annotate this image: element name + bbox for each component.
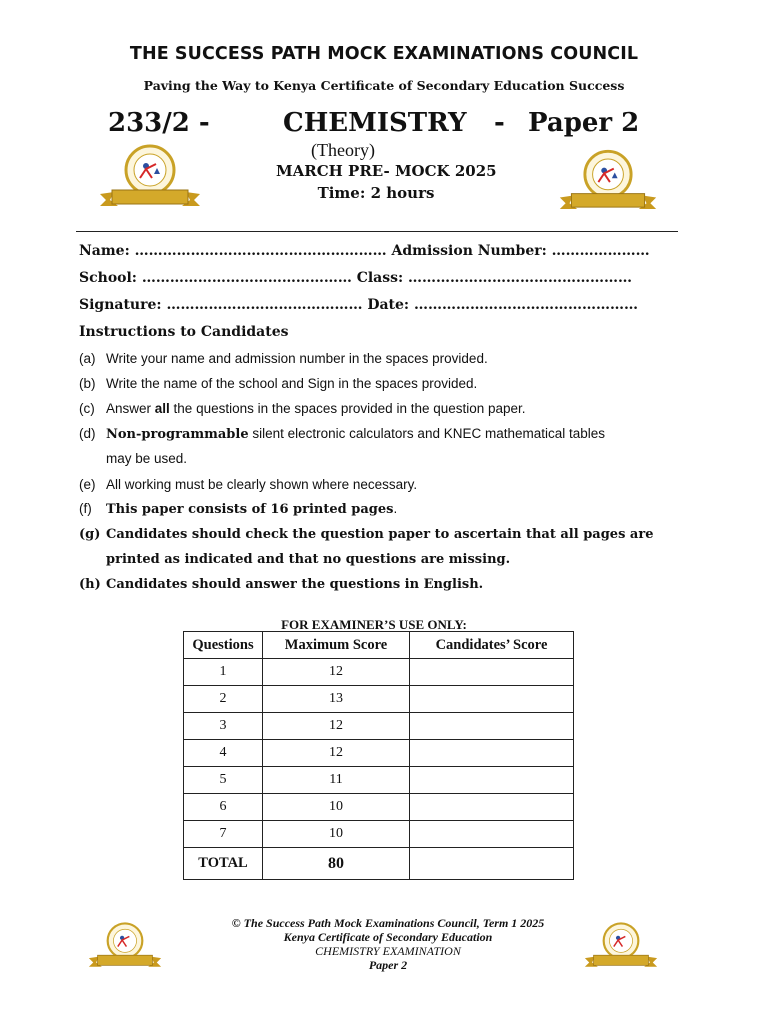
- table-row: [184, 821, 574, 848]
- examiner-title: FOR EXAMINER’S USE ONLY:: [281, 617, 467, 632]
- table-row: [184, 767, 574, 794]
- candidate-score-cell[interactable]: [410, 686, 574, 713]
- instruction-label: (d): [79, 426, 96, 441]
- instruction-text: Write the name of the school and Sign in the spaces provided.: [106, 376, 478, 391]
- question-number: 3: [184, 713, 263, 740]
- table-total-row: [184, 848, 574, 880]
- instruction-label: (b): [79, 376, 96, 391]
- instruction-h: [79, 577, 483, 592]
- instruction-text-pre: Answer: [106, 401, 155, 416]
- instruction-text: All working must be clearly shown where necessary.: [106, 477, 418, 492]
- footer-paper: Paper 2: [368, 958, 408, 972]
- question-number: 5: [184, 767, 263, 794]
- question-number: 1: [184, 659, 263, 686]
- candidate-score-cell[interactable]: [410, 821, 574, 848]
- school-class-field[interactable]: School: ……………………………………… Class: …………………………………………: [79, 270, 633, 286]
- paper-code: 233/2 -: [108, 108, 210, 138]
- table-row: [184, 794, 574, 821]
- total-label: TOTAL: [184, 848, 263, 880]
- paper-type: (Theory): [311, 140, 375, 160]
- max-score: 10: [263, 821, 410, 848]
- max-score: 11: [263, 767, 410, 794]
- exam-time: Time: 2 hours: [317, 184, 435, 202]
- exam-session: MARCH PRE- MOCK 2025: [276, 162, 497, 180]
- instruction-label: (g): [79, 527, 101, 542]
- paper-number: Paper 2: [528, 108, 640, 138]
- council-title: THE SUCCESS PATH MOCK EXAMINATIONS COUNCIL: [129, 44, 639, 64]
- council-subtitle: Paving the Way to Kenya Certificate of Secondary Education Success: [143, 78, 625, 93]
- instruction-e: [79, 477, 417, 492]
- question-number: 6: [184, 794, 263, 821]
- header-divider: [76, 231, 678, 232]
- candidate-score-cell[interactable]: [410, 713, 574, 740]
- question-number: 7: [184, 821, 263, 848]
- total-max-score: 80: [263, 848, 410, 880]
- instruction-text-bold: This paper consists of 16 printed pages: [106, 502, 394, 517]
- question-number: 2: [184, 686, 263, 713]
- header-candidates-score: Candidates’ Score: [410, 632, 574, 659]
- footer-certificate: Kenya Certificate of Secondary Education: [283, 930, 493, 944]
- instruction-c: [79, 401, 526, 416]
- footer-exam-name: CHEMISTRY EXAMINATION: [315, 944, 461, 958]
- score-table: [183, 631, 574, 880]
- max-score: 13: [263, 686, 410, 713]
- table-row: [184, 713, 574, 740]
- table-row: [184, 740, 574, 767]
- instruction-text-bold: Non-programmable: [106, 427, 249, 442]
- instruction-label: (f): [79, 501, 92, 516]
- instruction-text: Candidates should check the question paper to ascertain that all pages are: [106, 527, 654, 542]
- instruction-text: Candidates should answer the questions in English.: [106, 577, 484, 592]
- instruction-text: Write your name and admission number in the spaces provided.: [106, 351, 488, 366]
- table-row: [184, 659, 574, 686]
- council-logo-left: [96, 144, 204, 216]
- candidate-score-cell[interactable]: [410, 659, 574, 686]
- instruction-d: [79, 426, 605, 442]
- table-row: [184, 686, 574, 713]
- instruction-d-continued: may be used.: [106, 451, 188, 466]
- footer-copyright: © The Success Path Mock Examinations Council, Term 1 2025: [231, 916, 545, 930]
- instruction-text-post: .: [393, 501, 398, 516]
- instruction-a: [79, 351, 488, 366]
- instruction-f: [79, 501, 397, 517]
- table-header-row: [184, 632, 574, 659]
- name-admission-field[interactable]: Name: ……………………………………………… Admission Number: …………………: [79, 243, 650, 259]
- instruction-g: [79, 527, 653, 542]
- max-score: 12: [263, 659, 410, 686]
- instruction-text-bold: all: [154, 401, 170, 416]
- title-dash: -: [494, 108, 505, 138]
- candidate-score-cell[interactable]: [410, 767, 574, 794]
- instruction-text-post: the questions in the spaces provided in the question paper.: [169, 401, 526, 416]
- instruction-b: [79, 376, 477, 391]
- instruction-label: (h): [79, 577, 101, 592]
- header-maximum-score: Maximum Score: [263, 632, 410, 659]
- header-questions: Questions: [184, 632, 263, 659]
- instruction-text-post: silent electronic calculators and KNEC mathematical tables: [248, 426, 606, 441]
- candidate-score-cell[interactable]: [410, 740, 574, 767]
- instruction-g-continued: printed as indicated and that no questions are missing.: [106, 552, 511, 567]
- max-score: 12: [263, 740, 410, 767]
- max-score: 10: [263, 794, 410, 821]
- instruction-label: (e): [79, 477, 96, 492]
- instruction-label: (a): [79, 351, 96, 366]
- subject-title: CHEMISTRY: [283, 108, 467, 138]
- candidate-score-cell[interactable]: [410, 794, 574, 821]
- council-logo-right: [556, 148, 660, 220]
- question-number: 4: [184, 740, 263, 767]
- instructions-heading: Instructions to Candidates: [79, 324, 289, 340]
- signature-date-field[interactable]: Signature: …………………………………… Date: …………………………………………: [79, 297, 638, 313]
- instruction-label: (c): [79, 401, 95, 416]
- max-score: 12: [263, 713, 410, 740]
- total-candidate-score-cell[interactable]: [410, 848, 574, 880]
